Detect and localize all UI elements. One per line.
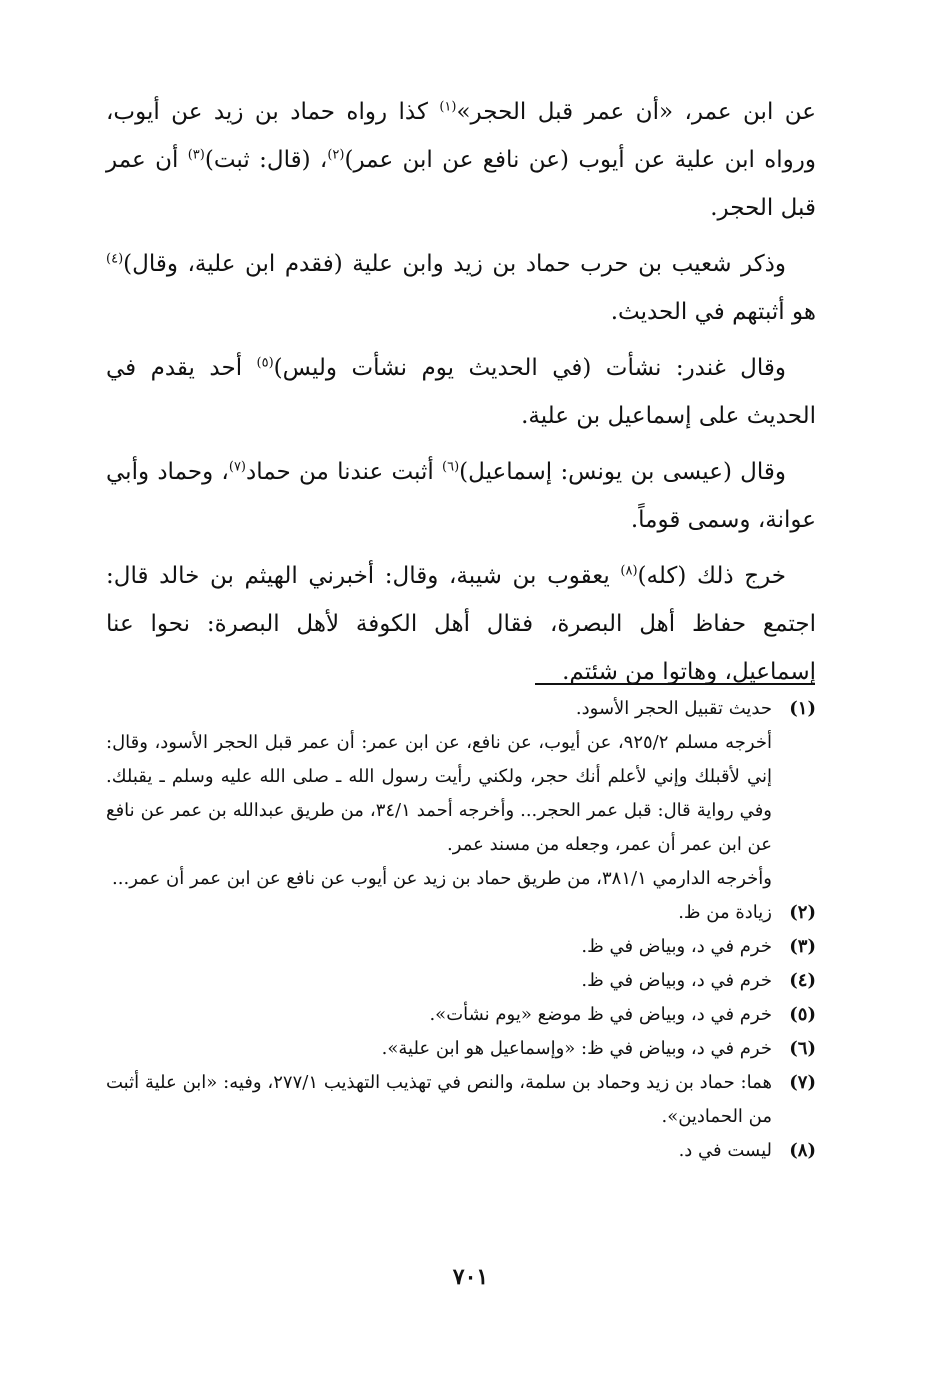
footnote-separator (535, 683, 815, 685)
footnote-ref[interactable]: (٣) (187, 147, 205, 163)
footnote-3 (106, 930, 816, 964)
paragraph-text: أحد يقدم في الحديث على إسماعيل بن علية. (106, 355, 816, 429)
paragraph-text: يعقوب بن شيبة، وقال: أخبرني الهيثم بن خالد قال: اجتمع حفاظ أهل البصرة، فقال أهل الكوفة لأهل البصرة: نحوا عنا إسماعيل، وهاتوا من شئتم. (106, 563, 816, 685)
paragraph-4 (106, 448, 816, 544)
footnote-text: خرم في د، وبياض في ظ: «وإسماعيل هو ابن علية». (381, 1038, 772, 1059)
footnote-number: (١) (789, 698, 816, 719)
footnote-ref[interactable]: (٢) (327, 147, 345, 163)
footnote-text: خرم في د، وبياض في ظ موضع «يوم نشأت». (429, 1004, 772, 1025)
footnote-8 (106, 1134, 816, 1168)
main-text (106, 88, 816, 704)
footnote-ref[interactable]: (٥) (256, 355, 274, 371)
paragraph-5 (106, 552, 816, 696)
paragraph-text: ، وحماد وأبي عوانة، وسمى قوماً. (106, 459, 816, 533)
footnote-ref[interactable]: (٤) (106, 251, 124, 267)
paragraph-text: خرج ذلك (كله) (637, 563, 786, 589)
paragraph-text: هو أثبتهم في الحديث. (610, 299, 816, 325)
paragraph-3 (106, 344, 816, 440)
footnote-text: خرم في د، وبياض في ظ. (581, 936, 772, 957)
footnote-6 (106, 1032, 816, 1066)
footnote-text: ليست في د. (678, 1140, 772, 1161)
footnote-number: (٨) (789, 1140, 816, 1161)
footnote-ref[interactable]: (٦) (442, 459, 460, 475)
footnote-text: زيادة من ظ. (678, 902, 772, 923)
footnote-text: هما: حماد بن زيد وحماد بن سلمة، والنص في تهذيب التهذيب ٢٧٧/١، وفيه: «ابن علية أثبت من الحمادين». (106, 1072, 772, 1127)
footnote-number: (٢) (789, 902, 816, 923)
footnotes (106, 692, 816, 1168)
footnote-number: (٥) (789, 1004, 816, 1025)
footnote-ref[interactable]: (٨) (620, 563, 638, 579)
paragraph-text: كذا رواه حماد بن زيد عن أيوب، ورواه ابن علية عن أيوب (عن نافع عن ابن عمر) (106, 99, 816, 173)
footnote-2 (106, 896, 816, 930)
paragraph-text: وقال (عيسى بن يونس: إسماعيل) (459, 459, 786, 485)
footnote-text: وأخرجه الدارمي ٣٨١/١، من طريق حماد بن زيد عن أيوب عن نافع عن ابن عمر أن عمر... (112, 868, 772, 889)
footnote-number: (٣) (789, 936, 816, 957)
footnote-number: (٧) (789, 1072, 816, 1093)
paragraph-text: ، (قال: ثبت) (204, 147, 328, 173)
page-number: ٧٠١ (452, 1264, 489, 1290)
footnote-text: خرم في د، وبياض في ظ. (581, 970, 772, 991)
footnote-text: حديث تقبيل الحجر الأسود. (575, 698, 772, 719)
footnote-number: (٦) (789, 1038, 816, 1059)
paragraph-2 (106, 240, 816, 336)
paragraph-text: وقال غندر: نشأت (في الحديث يوم نشأت وليس) (273, 355, 786, 381)
footnote-4 (106, 964, 816, 998)
footnote-number: (٤) (789, 970, 816, 991)
footnote-ref[interactable]: (٧) (228, 459, 246, 475)
footnote-ref[interactable]: (١) (439, 99, 457, 115)
paragraph-1 (106, 88, 816, 232)
paragraph-text: أن عمر قبل الحجر. (106, 147, 816, 221)
paragraph-text: أثبت عندنا من حماد (246, 459, 443, 485)
footnote-5 (106, 998, 816, 1032)
footnote-text: أخرجه مسلم ٩٢٥/٢، عن أيوب، عن نافع، عن ابن عمر: أن عمر قبل الحجر الأسود، وقال: إني لأقبلك وإني لأعلم أنك حجر، ولكني رأيت رسول الله ـ صلى الله عليه وسلم ـ يقبلك. وفي رواية قال: قبل عمر الحجر... وأخرجه أحمد ٣٤/١، من طريق عبدالله بن عمر عن نافع عن ابن عمر أن عمر، وجعله من مسند عمر. (106, 732, 772, 855)
footnote-1 (106, 692, 816, 726)
paragraph-text: وذكر شعيب بن حرب حماد بن زيد وابن علية (فقدم ابن علية، وقال) (123, 251, 786, 277)
paragraph-text: عن ابن عمر، «أن عمر قبل الحجر» (456, 99, 816, 125)
footnote-7 (106, 1066, 816, 1134)
